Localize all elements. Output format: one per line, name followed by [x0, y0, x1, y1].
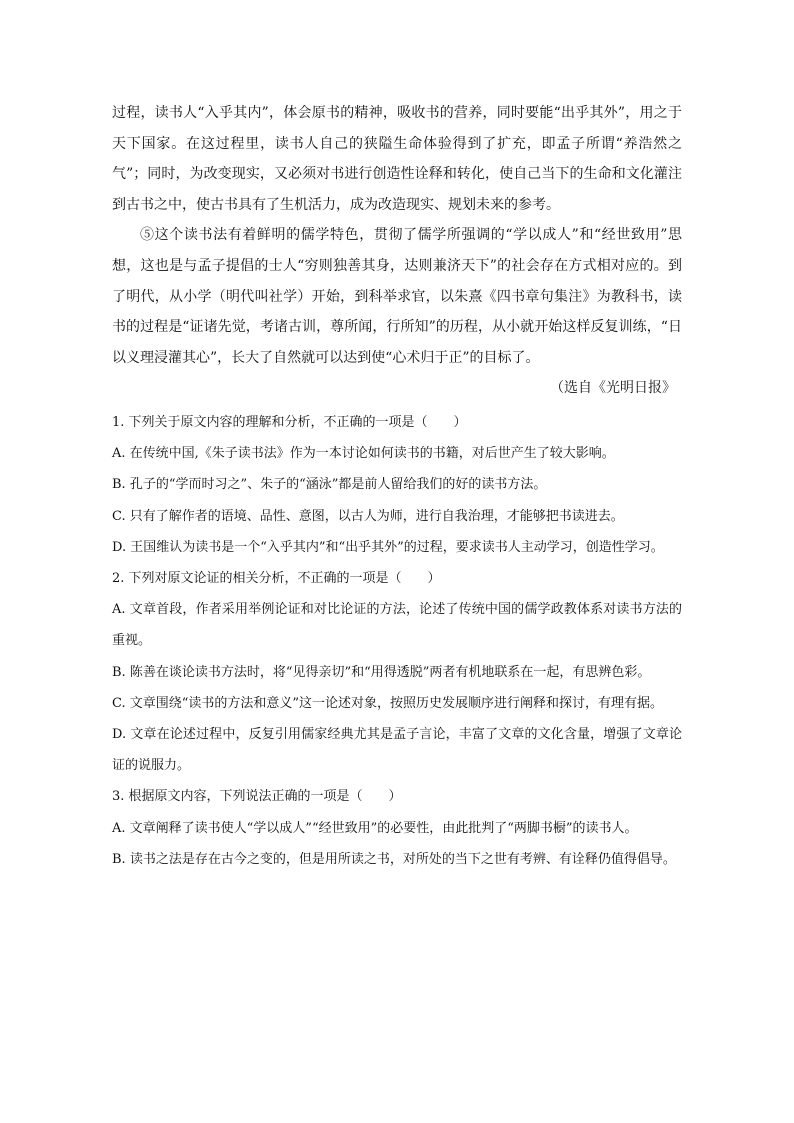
question-stem: 2. 下列对原文论证的相关分析，不正确的一项是（ ） — [112, 571, 441, 587]
option-d: D. 王国维认为读书是一个“入乎其内”和“出乎其外”的过程，要求读书人主动学习，创造性学习。 — [112, 539, 664, 555]
question-stem: 1. 下列关于原文内容的理解和分析，不正确的一项是（ ） — [112, 415, 467, 430]
option-a: A. 在传统中国,《朱子读书法》作为一本讨论如何读书的书籍，对后世产生了较大影响。 — [112, 446, 615, 462]
question-3 — [112, 781, 682, 875]
option-b: B. 孔子的“学而时习之”、朱子的“涵泳”都是前人留给我们的好的读书方法。 — [112, 477, 547, 493]
passage-source: （选自《光明日报》 — [550, 380, 676, 397]
passage-paragraph-5: ⑤这个读书法有着鲜明的儒学特色，贯彻了儒学所强调的“学以成人”和“经世致用”思想，这也是与孟子提倡的士人“穷则独善其身，达则兼济天下”的社会存在方式相对应的。到了明代，从小学（明代叫社学）开始，到科举求官，以朱熹《四书章句集注》为教科书，读书的过程是“证诸先觉，考诸古训，尊所闻，行所知”的历程，从小就开始这样反复训练，“日以义理浸灌其心”，长大了自然就可以达到使“心术归于正”的目标了。 — [112, 227, 682, 366]
option-c: C. 只有了解作者的语境、品性、意图，以古人为师，进行自我治理，才能够把书读进去。 — [112, 508, 624, 524]
question-1 — [112, 407, 682, 563]
question-list — [112, 407, 682, 875]
question-stem: 3. 根据原文内容，下列说法正确的一项是（ ） — [112, 789, 402, 805]
option-b: B. 读书之法是存在古今之变的，但是用所读之书，对所处的当下之世有考辨、有诠释仍值得倡导。 — [112, 851, 676, 867]
option-d: D. 文章在论述过程中，反复引用儒家经典尤其是孟子言论，丰富了文章的文化含量，增强了文章论证的说服力。 — [112, 727, 682, 774]
passage-paragraph: 过程，读书人“入乎其内”，体会原书的精神，吸收书的营养，同时要能“出乎其外”，用之于天下国家。在这过程里，读书人自己的狭隘生命体验得到了扩充，即孟子所谓“养浩然之气”；同时，为改变现实，又必须对书进行创造性诠释和转化，使自己当下的生命和文化灌注到古书之中，使古书具有了生机活力，成为改造现实、规划未来的参考。 — [112, 105, 682, 213]
option-c: C. 文章围绕“读书的方法和意义”这一论述对象，按照历史发展顺序进行阐释和探讨，有理有据。 — [112, 695, 664, 711]
option-a: A. 文章阐释了读书使人“学以成人”“经世致用”的必要性，由此批判了“两脚书橱”的读书人。 — [112, 820, 638, 836]
reading-passage — [112, 98, 682, 404]
question-2 — [112, 563, 682, 781]
option-a: A. 文章首段，作者采用举例论证和对比论证的方法，论述了传统中国的儒学政教体系对读书方法的重视。 — [112, 602, 682, 649]
option-b: B. 陈善在谈论读书方法时，将“见得亲切”和“用得透脱”两者有机地联系在一起，有思辨色彩。 — [112, 664, 651, 680]
